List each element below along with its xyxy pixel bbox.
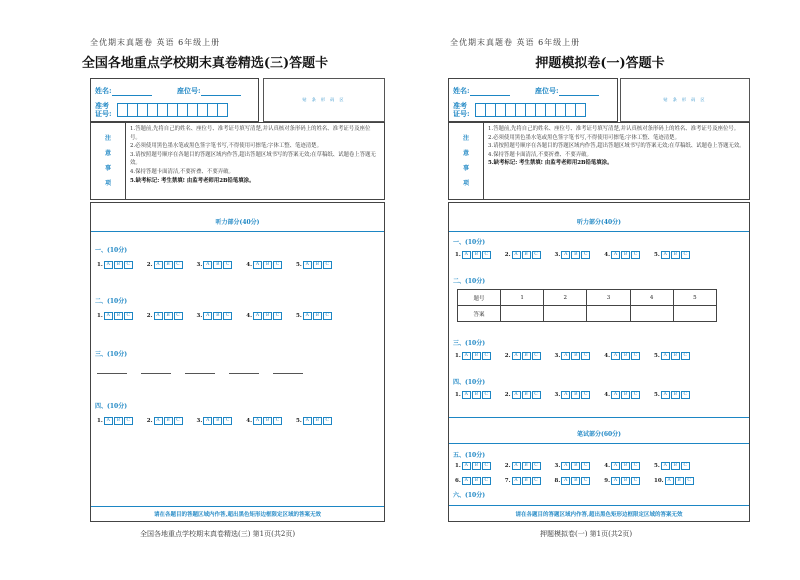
answer-cell[interactable] xyxy=(630,306,673,322)
answer-cell[interactable] xyxy=(673,306,716,322)
question-1-heading: 一、(10分) xyxy=(95,247,128,254)
answer-cell[interactable] xyxy=(501,306,544,322)
notes-label: 注 意 事 项 xyxy=(449,123,484,199)
question-3-heading: 三、(10分) xyxy=(453,340,486,347)
seat-field[interactable]: 座位号: xyxy=(535,86,599,96)
question-4-heading: 四、(10分) xyxy=(95,403,128,410)
notes-text: 1.答题前,先将自己的姓名、座位号、准考证号填写清楚,并认真核对条形码上的姓名、准考证号及座位号。 2.必须使用黑色墨水笔或黑色签字笔书写,不得使用可擦笔;字体工整、笔迹清楚。 3.请按照题号顺序在各题目的答题区域内作答,超出答题区域书写的答案无效;在草稿纸、试题卷上答题无效。 4.保持答题卡面清洁,不要折叠、不要弄破。 5.缺考标记: 考生禁填! 由监考老师用2B铅笔填涂。 xyxy=(130,126,376,184)
notes-box xyxy=(90,122,385,200)
q1-choices[interactable]: 1. A B C 2. A B C 3. A B C 4. A B C 5. A B C xyxy=(455,251,704,259)
name-field[interactable]: 姓名: xyxy=(95,86,152,96)
answer-area xyxy=(90,202,385,522)
book-header: 全优期末真题卷 英语 6年级上册 xyxy=(450,38,581,47)
q3-blanks[interactable] xyxy=(97,367,317,374)
page-footer: 全国各地重点学校期末真卷精选(三) 第1页(共2页) xyxy=(140,530,296,538)
answer-cell[interactable] xyxy=(544,306,587,322)
table-cell: 5 xyxy=(673,290,716,306)
book-header: 全优期末真题卷 英语 6年级上册 xyxy=(90,38,221,47)
bottom-warning: 请在各题目的答题区域内作答,超出黑色矩形边框限定区域的答案无效 xyxy=(154,512,321,518)
question-2-heading: 二、(10分) xyxy=(453,278,486,285)
answer-area xyxy=(448,202,750,522)
q5-choices-2[interactable]: 6. A B C 7. A B C 8. A B C 9. A B C 10. A B C xyxy=(455,477,708,485)
notes-text: 1.答题前,先将自己的姓名、座位号、准考证号填写清楚,并认真核对条形码上的姓名、准考证号及座位号。 2.必须使用黑色墨水笔或黑色签字笔书写,不得使用可擦笔;字体工整、笔迹清楚。 3.请按照题号顺序在各题目的答题区域内作答,超出答题区域书写的答案无效;在草稿纸、试题卷上答题无效。 4.保持答题卡面清洁,不要折叠、不要弄破。 5.缺考标记: 考生禁填! 由监考老师用2B铅笔填涂。 xyxy=(488,126,745,167)
q4-choices[interactable]: 1. A B C 2. A B C 3. A B C 4. A B C 5. A B C xyxy=(455,391,704,399)
student-info-box xyxy=(448,78,618,122)
student-info-box xyxy=(90,78,259,122)
exam-number-label: 准考证号: xyxy=(453,101,470,118)
question-6-heading: 六、(10分) xyxy=(453,492,486,499)
exam-number-cells[interactable] xyxy=(117,103,227,117)
notes-label: 注 意 事 项 xyxy=(91,123,126,199)
bottom-warning: 请在各题目的答题区域内作答,超出黑色矩形边框限定区域的答案无效 xyxy=(515,512,683,518)
exam-number-label: 准考证号: xyxy=(95,101,112,118)
exam-number-cells[interactable] xyxy=(475,103,585,117)
page-footer: 押题模拟卷(一) 第1页(共2页) xyxy=(540,530,633,538)
notes-box xyxy=(448,122,750,200)
q4-choices[interactable]: 1. A B C 2. A B C 3. A B C 4. A B C 5. A B C xyxy=(97,417,346,425)
listening-heading: 听力部分(40分) xyxy=(215,219,260,226)
written-heading: 笔试部分(60分) xyxy=(576,431,622,438)
table-cell: 1 xyxy=(501,290,544,306)
question-5-heading: 五、(10分) xyxy=(453,452,486,459)
right-answer-sheet xyxy=(400,0,800,580)
answer-cell[interactable] xyxy=(587,306,630,322)
barcode-area: 贴 条 形 码 区 xyxy=(620,78,750,122)
question-1-heading: 一、(10分) xyxy=(453,239,486,246)
question-3-heading: 三、(10分) xyxy=(95,351,128,358)
name-field[interactable]: 姓名: xyxy=(453,86,510,96)
q3-choices[interactable]: 1. A B C 2. A B C 3. A B C 4. A B C 5. A B C xyxy=(455,352,704,360)
table-cell: 4 xyxy=(630,290,673,306)
sheet-title: 押题模拟卷(一)答题卡 xyxy=(535,56,665,71)
q2-choices[interactable]: 1. A B C 2. A B C 3. A B C 4. A B C 5. A B C xyxy=(97,312,346,320)
q2-answer-table xyxy=(457,289,717,322)
table-header-label: 题号 xyxy=(458,290,501,306)
question-4-heading: 四、(10分) xyxy=(453,379,486,386)
q5-choices[interactable]: 1. A B C 2. A B C 3. A B C 4. A B C 5. A B C xyxy=(455,462,704,470)
table-cell: 3 xyxy=(587,290,630,306)
sheet-title: 全国各地重点学校期末真卷精选(三)答题卡 xyxy=(81,56,329,71)
q1-choices[interactable]: 1. A B C 2. A B C 3. A B C 4. A B C 5. A B C xyxy=(97,261,346,269)
barcode-area: 贴 条 形 码 区 xyxy=(263,78,385,122)
table-answer-label: 答案 xyxy=(458,306,501,322)
question-2-heading: 二、(10分) xyxy=(95,298,128,305)
table-cell: 2 xyxy=(544,290,587,306)
listening-heading: 听力部分(40分) xyxy=(576,219,622,226)
seat-field[interactable]: 座位号: xyxy=(177,86,241,96)
